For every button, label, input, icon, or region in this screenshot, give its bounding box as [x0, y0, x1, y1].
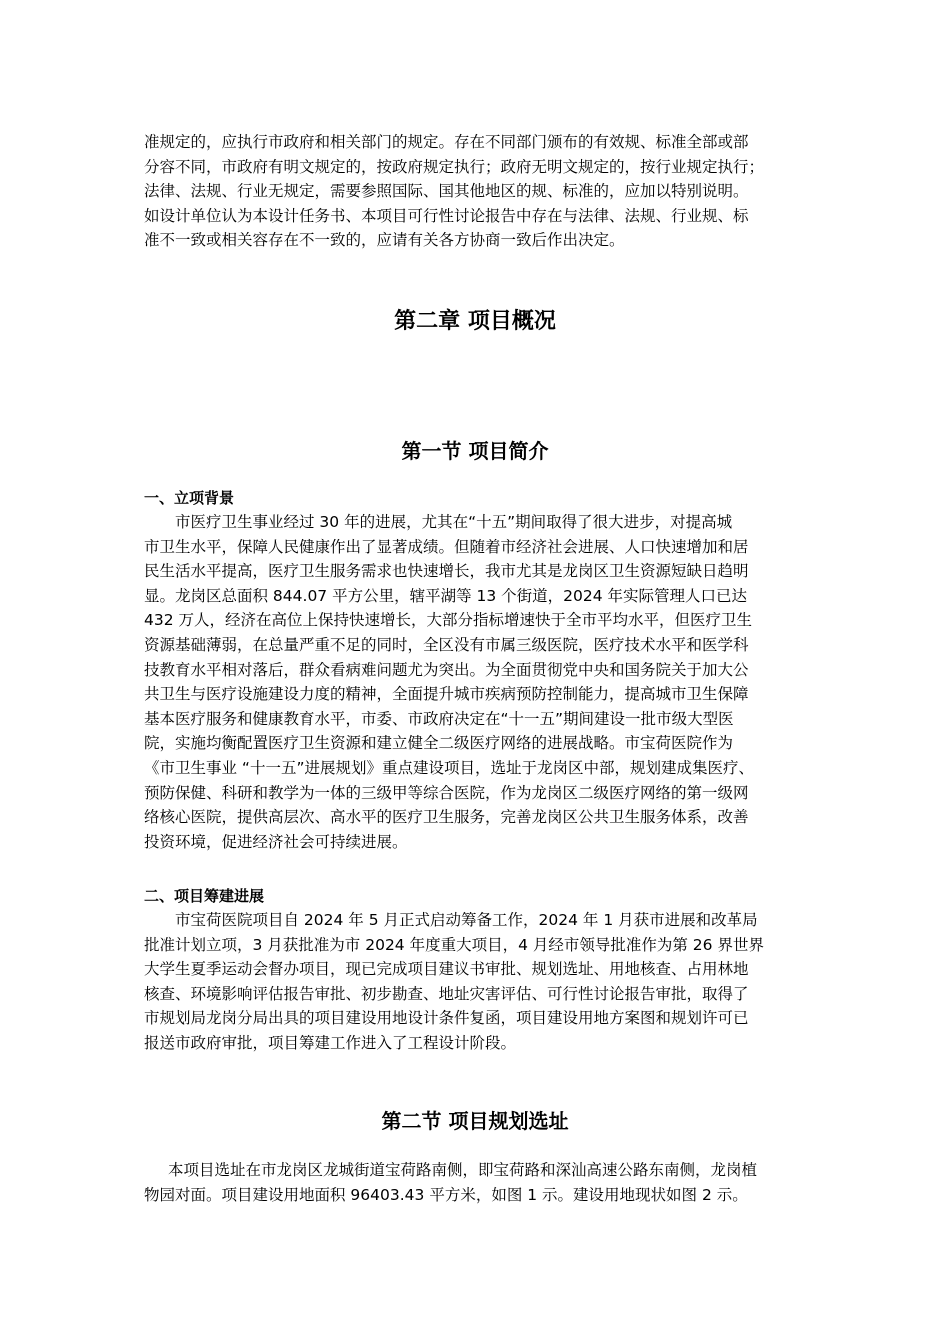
paragraph-line: 市卫生水平，保障人民健康作出了显著成绩。但随着市经济社会进展、人口快速增加和居 [144, 537, 749, 556]
paragraph-line: 物园对面。项目建设用地面积 96403.43 平方米，如图 1 示。建设用地现状如图 2 示。 [144, 1185, 748, 1204]
background-paragraph [144, 510, 814, 854]
paragraph-line: 院，实施均衡配置医疗卫生资源和建立健全二级医疗网络的进展战略。市宝荷医院作为 [144, 734, 734, 753]
paragraph-line: 准不一致或相关容存在不一致的，应请有关各方协商一致后作出决定。 [144, 231, 625, 250]
paragraph-line: 核查、环境影响评估报告审批、初步勘查、地址灾害评估、可行性讨论报告审批，取得了 [144, 984, 749, 1003]
paragraph-line: 市宝荷医院项目自 2024 年 5 月正式启动筹备工作，2024 年 1 月获市进展和改革局 [175, 911, 758, 929]
progress-paragraph [144, 908, 814, 1056]
paragraph-line: 显。龙岗区总面积 844.07 平方公里，辖平湖等 13 个街道，2024 年实际管理人口已达 [144, 586, 748, 605]
site-paragraph [144, 1158, 814, 1207]
paragraph-line: 市医疗卫生事业经过 30 年的进展，尤其在“十五”期间取得了很大进步，对提高城 [175, 513, 733, 531]
paragraph-line: 共卫生与医疗设施建设力度的精神，全面提升城市疾病预防控制能力，提高城市卫生保障 [144, 685, 749, 704]
paragraph-line: 准规定的，应执行市政府和相关部门的规定。存在不同部门颁布的有效规、标准全部或部 [144, 133, 749, 151]
paragraph-line: 大学生夏季运动会督办项目，现已完成项目建议书审批、规划选址、用地核查、占用林地 [144, 960, 749, 979]
subsection-heading: 一、立项背景 [144, 489, 235, 507]
paragraph-line: 本项目选址在市龙岗区龙城街道宝荷路南侧，即宝荷路和深汕高速公路东南侧，龙岗植 [168, 1161, 758, 1179]
paragraph-line: 资源基础薄弱，在总量严重不足的同时，全区没有市属三级医院，医疗技术水平和医学科 [144, 635, 749, 654]
intro-paragraph [144, 130, 814, 253]
paragraph-line: 分容不同，市政府有明文规定的，按政府规定执行；政府无明文规定的，按行业规定执行； [144, 157, 765, 176]
paragraph-line: 投资环境，促进经济社会可持续进展。 [144, 832, 408, 851]
paragraph-line: 如设计单位认为本设计任务书、本项目可行性讨论报告中存在与法律、法规、行业规、标 [144, 206, 749, 225]
paragraph-line: 报送市政府审批，项目筹建工作进入了工程设计阶段。 [144, 1033, 517, 1052]
paragraph-line: 法律、法规、行业无规定，需要参照国际、国其他地区的规、标准的，应加以特别说明。 [144, 182, 749, 201]
paragraph-line: 技教育水平相对落后，群众看病难问题尤为突出。为全面贯彻党中央和国务院关于加大公 [144, 660, 749, 679]
paragraph-line: 432 万人，经济在高位上保持快速增长，大部分指标增速快于全市平均水平，但医疗卫生 [144, 611, 753, 630]
paragraph-line: 络核心医院，提供高层次、高水平的医疗卫生服务，完善龙岗区公共卫生服务体系，改善 [144, 808, 749, 827]
paragraph-line: 市规划局龙岗分局出具的项目建设用地设计条件复函，项目建设用地方案图和规划许可已 [144, 1009, 749, 1028]
paragraph-line: 《市卫生事业 “十一五”进展规划》重点建设项目，选址于龙岗区中部，规划建成集医疗、 [144, 758, 754, 777]
paragraph-line: 基本医疗服务和健康教育水平，市委、市政府决定在“十一五”期间建设一批市级大型医 [144, 709, 734, 728]
paragraph-line: 民生活水平提高，医疗卫生服务需求也快速增长，我市尤其是龙岗区卫生资源短缺日趋明 [144, 562, 749, 581]
section-title: 第一节 项目简介 [401, 439, 549, 463]
subsection-heading: 二、项目筹建进展 [144, 887, 265, 905]
section-title: 第二节 项目规划选址 [381, 1109, 569, 1133]
paragraph-line: 预防保健、科研和教学为一体的三级甲等综合医院，作为龙岗区二级医疗网络的第一级网 [144, 783, 749, 802]
paragraph-line: 批准计划立项，3 月获批准为市 2024 年度重大项目，4 月经市领导批准作为第 26 界世界 [144, 935, 764, 954]
chapter-title: 第二章 项目概况 [394, 309, 556, 334]
